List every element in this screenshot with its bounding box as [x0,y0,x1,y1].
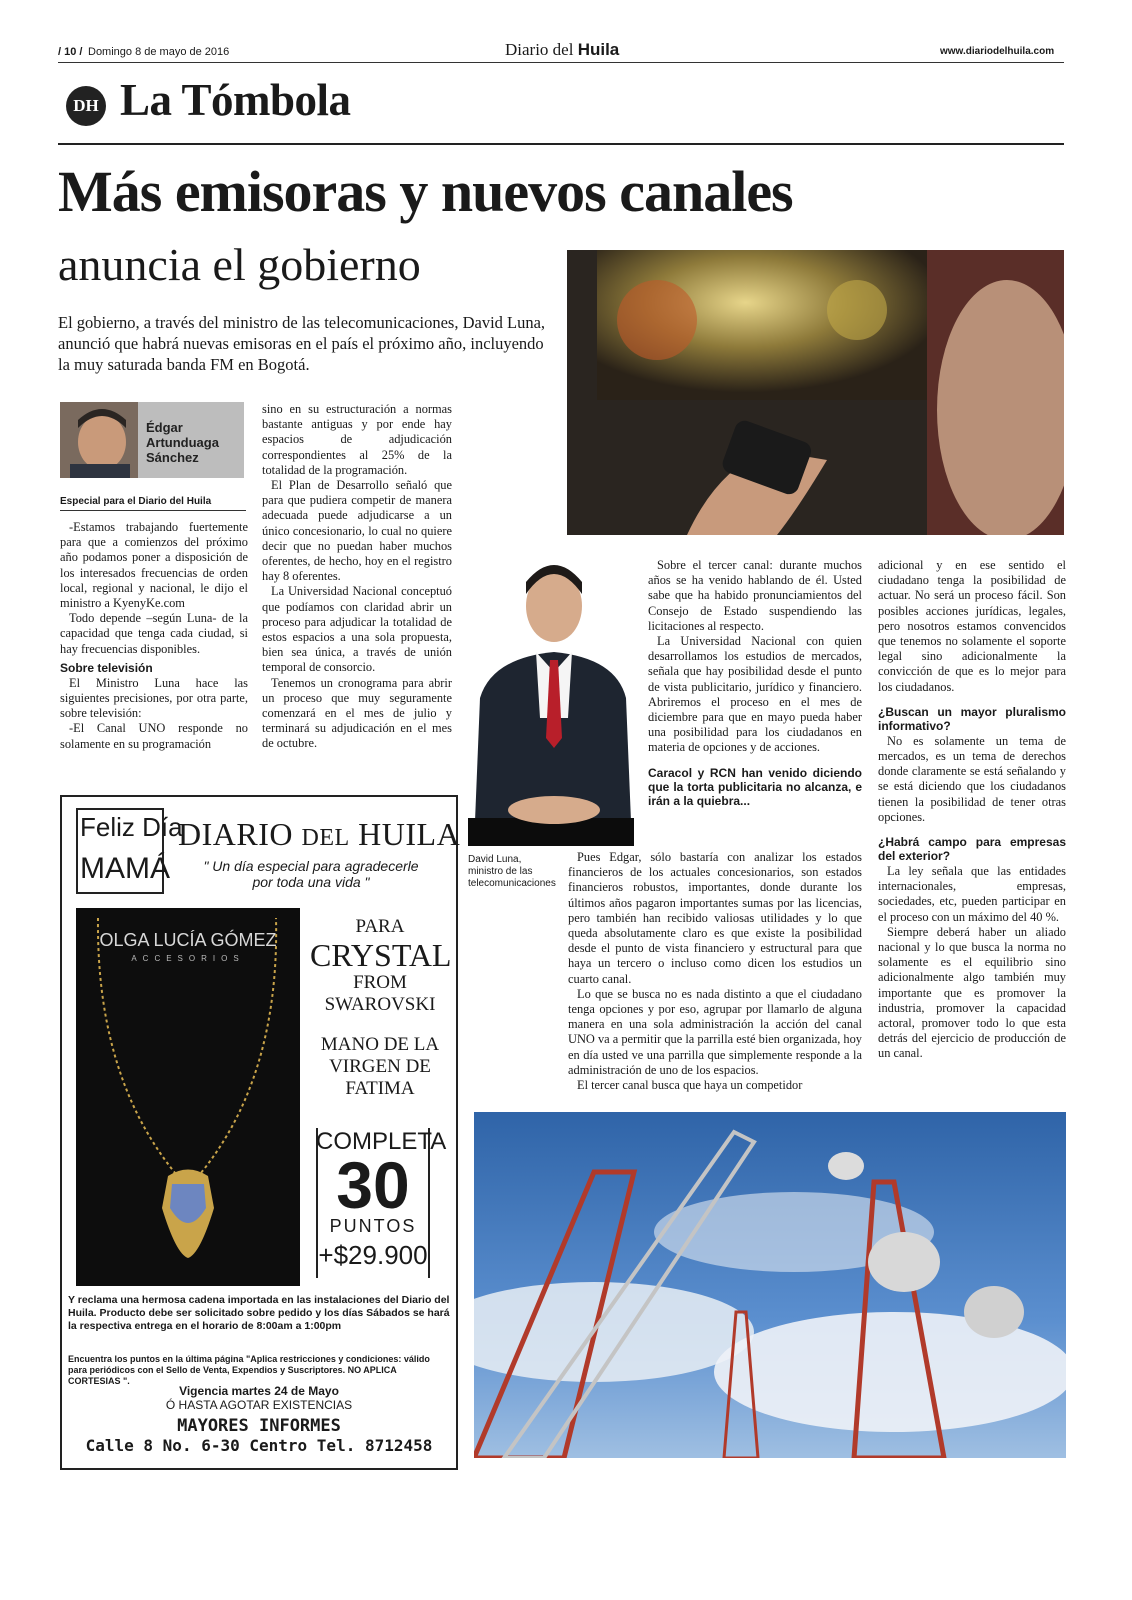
tv-remote-photo [567,250,1064,535]
ad-crystal: CRYSTAL [310,937,452,973]
issue-date: Domingo 8 de mayo de 2016 [88,46,230,58]
col3-paragraph: Sobre el tercer canal: durante muchos años se ha venido hablando de él. Usted sabe que ha habido pronunciamientos del Consejo de Estado suspendiendo las licitaciones al respecto. [648,558,862,633]
column-3-continued [568,850,862,1093]
photo-caption: David Luna, ministro de las telecomunicaciones [468,854,556,889]
col2-paragraph: sino en su estructuración a normas bastante antiguas y por ende hay espacios de adjudicación correspondientes al 25% de la totalidad de la programación. [262,402,452,477]
ad-jeweler: OLGA LUCÍA GÓMEZ [99,930,277,950]
ad-text-2: Encuentra los puntos en la última página "Aplica restricciones y condiciones: válido para periódicos con el Sello de Venta, Expendios y Suscriptores. NO APLICA CORTESIAS ". [68,1354,430,1386]
col2-paragraph: El Plan de Desarrollo señaló que para que pudiera competir de manera adecuada puede adjudicarse a un único concesionario, lo cual no quiere decir que no puedan haber muchos oferentes, de hecho, hoy en el registro hay 8 oferentes. [262,478,452,584]
ad-completa: COMPLETA [316,1128,447,1155]
ad-text-1: Y reclama una hermosa cadena importada en las instalaciones del Diario del Huila. Producto debe ser solicitado sobre pedido y los días Sábados se hará la respectiva entrega en el horario de 8:00am a 1:00pm [68,1294,450,1332]
antenna-towers-photo [474,1112,1066,1458]
masthead [505,40,619,60]
col2-paragraph: La Universidad Nacional conceptuó que podíamos con claridad abrir un proceso para adjudicar la totalidad de estos espacios a una sola propuesta, bien sea única, a través de unión temporal de consorcio. [262,584,452,675]
column-4 [878,558,1066,1062]
masthead-name-2: Huila [577,40,620,59]
author-credit: Especial para el Diario del Huila [60,496,212,507]
ad-brand-3: HUILA [358,816,461,852]
ad-address: Calle 8 No. 6-30 Centro Tel. 8712458 [85,1436,433,1455]
ad-swarovski: SWAROVSKI [324,994,436,1015]
col4-subhead: ¿Habrá campo para empresas del exterior? [878,835,1066,864]
ad-from: FROM [353,972,407,993]
ad-slogan: " Un día especial para agradecerle por toda una vida " [203,858,419,890]
ad-mama: MAMÁ [80,852,170,885]
section-logo-badge: DH [66,86,106,126]
ad-jeweler-sub: ACCESORIOS [131,954,245,963]
col1-paragraph: -El Canal UNO responde no solamente en su programación [60,721,248,751]
col3-subhead: Caracol y RCN han venido diciendo que la torta publicitaria no alcanza, e irán a la quiebra... [648,765,862,808]
ad-brand [178,816,460,856]
subheadline: anuncia el gobierno [58,239,421,290]
masthead-name-1: Diario del [505,40,574,59]
ad-vigencia: Vigencia martes 24 de Mayo [179,1384,339,1398]
section-title: La Tómbola [120,75,351,125]
col1-subhead: Sobre televisión [60,660,153,675]
col4-subhead: ¿Buscan un mayor pluralismo informativo? [878,704,1066,733]
ad-para: PARA [355,916,405,937]
page-number: / 10 / [58,46,83,58]
col3-paragraph: El tercer canal busca que haya un competidor [577,1078,803,1093]
ad-points: 30 [336,1148,410,1222]
ad-brand-1: DIARIO [178,816,293,852]
column-1 [60,520,248,752]
col4-paragraph: No es solamente un tema de mercados, es un tema de derechos donde claramente se está señalando y se está diciendo que los ciudadanos tienen la posibilidad de tener otras opciones. [878,733,1066,824]
lead-paragraph: El gobierno, a través del ministro de las telecomunicaciones, David Luna, anunció que habrá nuevas emisoras en el país el próximo año, incluyendo la muy saturada banda FM en Bogotá. [58,313,546,374]
ad-informes: MAYORES INFORMES [177,1416,341,1436]
author-rule [60,510,246,511]
section-rule [58,143,1064,145]
ad-puntos: PUNTOS [329,1216,417,1236]
ad-hasta: Ó HASTA AGOTAR EXISTENCIAS [165,1398,353,1412]
ad-feliz: Feliz Día [80,812,183,842]
col3-paragraph: Pues Edgar, sólo bastaría con analizar los estados financieros de los actuales concesionarios, son estados financieros robustos, importantes, donde durante los últimos años pagaron importantes sumas por las licencias, pero también han recibido valiosas utilidades y lo que queda absolutamente claro es que existe la posibilidad desde el punto de vista financiero y estructural para que haya un tercero o incluso como dicen los estudios un cuarto canal. [568,850,862,986]
headline: Más emisoras y nuevos canales [58,159,793,224]
col4-paragraph: La ley señala que las entidades internacionales, empresas, sociedades, etc, pueden participar en el proceso con un máximo del 40 %. [878,864,1066,924]
col1-paragraph: Todo depende –según Luna- de la capacidad que tenga cada ciudad, si hay frecuencias disponibles. [60,611,248,656]
col4-paragraph: Siempre deberá haber un aliado nacional y lo que busca la norma no solamente es el equilibrio sino adicionalmente algo también muy importante que es promover la industria, promover la capacidad actoral, promover todo lo que esta detrás del ejercicio de producción de un canal. [878,924,1066,1061]
col3-paragraph: Lo que se busca no es nada distinto a que el ciudadano tenga opciones y por eso, agrupar por llamarlo de alguna manera en una sola administración la acción del canal UNO va a permitir que la parrilla esté bien organizada, hoy en día usted ve una parrilla que simplemente responde a la administración de uno de los espacios. [568,986,862,1077]
column-3 [648,558,862,809]
website-link[interactable]: www.diariodelhuila.com [940,46,1055,57]
col4-paragraph: adicional y en ese sentido el ciudadano tenga la posibilidad de actuar. No será un proceso fácil. Son posibles acciones jurídicas, legales, pero nosotros estamos convencidos que tenemos no solamente el soporte legal sino adicionalmente la convicción de que es lo mejor para los ciudadanos. [878,558,1066,694]
col3-paragraph: La Universidad Nacional con quien desarrollamos los estudios de mercados, señala que hay posibilidad desde el punto de vista publicitario, jurídico y financiero. Abriremos el proceso en el mes de diciembre para que en mayo pueda haber una posibilidad para los ciudadanos en materia de opciones y de acciones. [648,634,862,755]
col1-paragraph: -Estamos trabajando fuertemente para que a comienzos del próximo año podamos poner a disposición de los interesados frecuencias de orden local, regional y nacional, le dijo el ministro a KyenyKe.com [60,520,248,611]
author-photo [60,402,138,478]
col1-paragraph: El Ministro Luna hace las siguientes precisiones, por otra parte, sobre televisión: [60,675,248,721]
ad-product: MANO DE LA VIRGEN DE FATIMA [320,1034,440,1099]
column-2 [262,402,452,752]
minister-photo [468,548,634,846]
ad-brand-2: DEL [301,825,350,851]
author-name: Édgar Artunduaga Sánchez [146,420,219,465]
necklace-photo [76,908,300,1286]
header-rule [58,62,1064,63]
ad-price: +$29.900 [318,1240,428,1270]
col2-paragraph: Tenemos un cronograma para abrir un proceso que muy seguramente comenzará en el mes de julio y terminará su adjudicación en el mes de octubre. [262,675,452,751]
